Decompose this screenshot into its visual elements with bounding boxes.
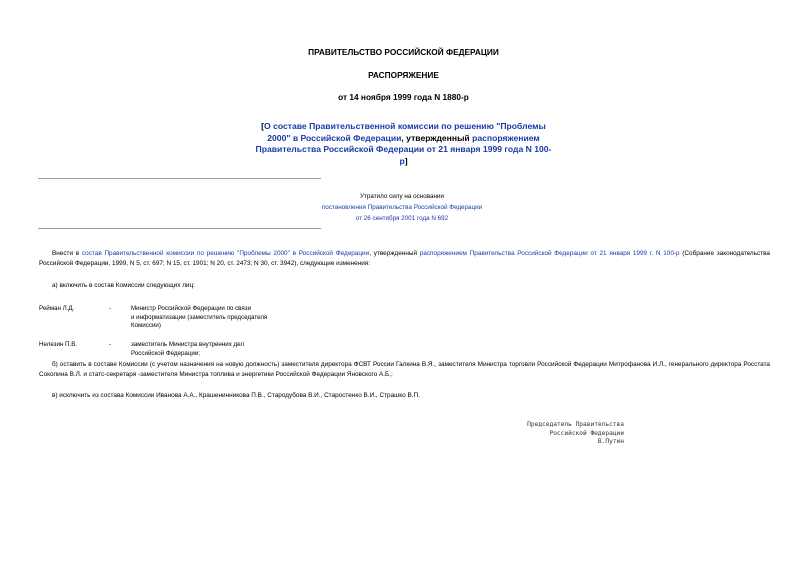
signature-name: В.Путин [597,438,624,446]
government-heading: ПРАВИТЕЛЬСТВО РОССИЙСКОЙ ФЕДЕРАЦИИ [308,47,499,57]
item-a: а) включить в состав Комиссии следующих лиц: [52,282,195,289]
member-role-line: заместитель Министра внутренних дел [131,341,244,348]
status-note [302,191,502,224]
title-link-order[interactable]: распоряжением Правительства Российской Федерации от 21 января 1999 года N 100-р [255,132,552,166]
member-role-line: и информатизации (заместитель председателя [131,313,268,321]
member-role-line: Российской Федерации; [131,349,201,357]
divider-top [38,178,321,179]
intro-post: (Собрание законодательства Российской Федерации, 1999, N 5, ст. 697; N 15, ст. 1901; N 20, ст. 2473; N 30, ст. 3942), следующие изменения: [39,250,770,267]
intro-link-commission[interactable]: состав Правительственной комиссии по решению "Проблемы 2000" в Российской Федерации [81,250,370,257]
status-note-line1: Утратило силу на основании [359,193,445,200]
member-dash: - [109,341,112,348]
member-role-line: Комиссии) [131,322,161,329]
document-date-number: от 14 ноября 1999 года N 1880-р [338,92,469,102]
title-middle: , утвержденный [401,132,470,143]
signature-block [450,421,624,447]
member-dash: - [109,305,112,312]
title-bracket-open: [ [261,121,264,131]
title-bracket-close: ] [404,155,408,166]
member-name: Рейман Л.Д. [39,305,75,312]
intro-link-order[interactable]: распоряжением Правительства Российской Федерации от 21 января 1999 г. N 100-р [419,250,680,257]
intro-pre: Внести в [52,250,82,257]
member-role [131,305,351,331]
divider-bottom [38,228,321,229]
document-type: РАСПОРЯЖЕНИЕ [368,70,439,80]
status-note-link-date[interactable]: от 26 сентября 2001 года N 692 [355,215,449,222]
member-role [131,341,351,358]
document-title [252,121,555,167]
member-name: Нелезин П.В. [39,341,78,348]
title-link-commission[interactable]: О составе Правительственной комиссии по решению "Проблемы 2000" в Российской Федерации [264,121,546,143]
intro-paragraph [39,249,770,268]
intro-mid: , утвержденный [369,250,420,257]
status-note-link[interactable]: постановления Правительства Российской Федерации [321,204,483,211]
item-c: в) исключить из состава Комиссии Иванова А.А., Крашенинникова П.В., Стародубова В.И., Старостенко В.И., Страшко В.П. [52,392,420,399]
item-b: б) оставить в составе Комиссии (с учетом назначения на новую должность) заместителя директора ФСВТ России Галкина В.Я., заместителя Министра торговли Российской Федерации Митрофанова И.Л., генерального директора Росстата Соколина В.Л. и статс-секретаря -заместителя Министра топлива и энергетики Российской Федерации Яновского А.Б.; [39,361,770,378]
signature-country: Российской Федерации [549,429,624,437]
signature-title: Председатель Правительства [527,421,624,428]
member-role-line: Министр Российской Федерации по связи [131,305,252,312]
